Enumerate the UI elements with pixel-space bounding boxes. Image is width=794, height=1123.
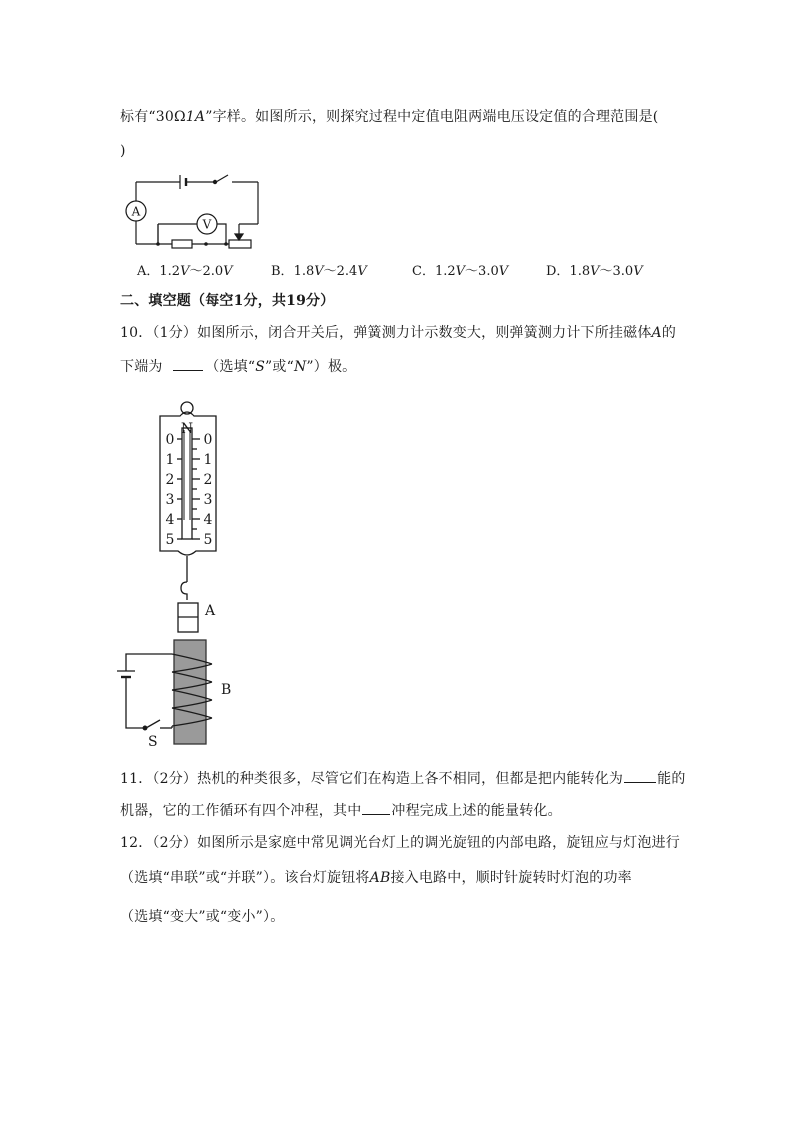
option-d[interactable]: D．1.8V～3.0V [546,264,643,279]
q12-line-1: 12．（2分）如图所示是家庭中常见调光台灯上的调光旋钮的内部电路，旋钮应与灯泡进行 [120,835,680,851]
q10-line-2: 下端为 （选填“S”或“N”）极。 [120,356,356,376]
spring-balance-n-label: N [180,421,194,437]
option-c[interactable]: C．1.2V～3.0V [412,264,509,279]
q9-line-1: 标有“30Ω1A”字样。如图所示，则探究过程中定值电阻两端电压设定值的合理范围是( [120,109,659,125]
scale-left-5: 5 [165,532,175,548]
q9-line-2: ) [120,143,126,159]
ammeter-label: A [131,204,141,219]
core-b-label: B [221,682,232,698]
scale-right-5: 5 [203,532,213,548]
q11-answer-blank-1[interactable] [624,768,656,783]
scale-right-4: 4 [203,512,213,528]
scale-right-2: 2 [203,472,213,488]
scale-left-0: 0 [165,432,175,448]
voltmeter-label: V [202,217,212,232]
scale-left-3: 3 [165,492,175,508]
scale-right-1: 1 [203,452,213,468]
q11-line-1: 11．（2分）热机的种类很多，尽管它们在构造上各不相同，但都是把内能转化为 能的 [120,768,686,788]
scale-left-4: 4 [165,512,175,528]
q10-answer-blank[interactable] [173,356,203,371]
switch-s-label: S [148,734,158,750]
scale-left-2: 2 [165,472,175,488]
option-b[interactable]: B．1.8V～2.4V [271,264,367,279]
q12-line-2: （选填“串联”或“并联”）。该台灯旋钮将AB接入电路中，顺时针旋转时灯泡的功率 [120,870,632,886]
q11-answer-blank-2[interactable] [362,800,390,815]
q12-line-3: （选填“变大”或“变小”）。 [120,909,285,925]
option-a[interactable]: A．1.2V～2.0V [137,264,233,279]
q10-line-1: 10．（1分）如图所示，闭合开关后，弹簧测力计示数变大，则弹簧测力计下所挂磁体A的 [120,325,677,341]
q11-line-2: 机器，它的工作循环有四个冲程，其中 冲程完成上述的能量转化。 [120,800,562,820]
scale-right-3: 3 [203,492,213,508]
scale-left-1: 1 [165,452,175,468]
section-heading: 二、填空题（每空1分，共19分） [120,293,335,309]
scale-right-0: 0 [203,432,213,448]
magnet-a-label: A [205,603,216,619]
